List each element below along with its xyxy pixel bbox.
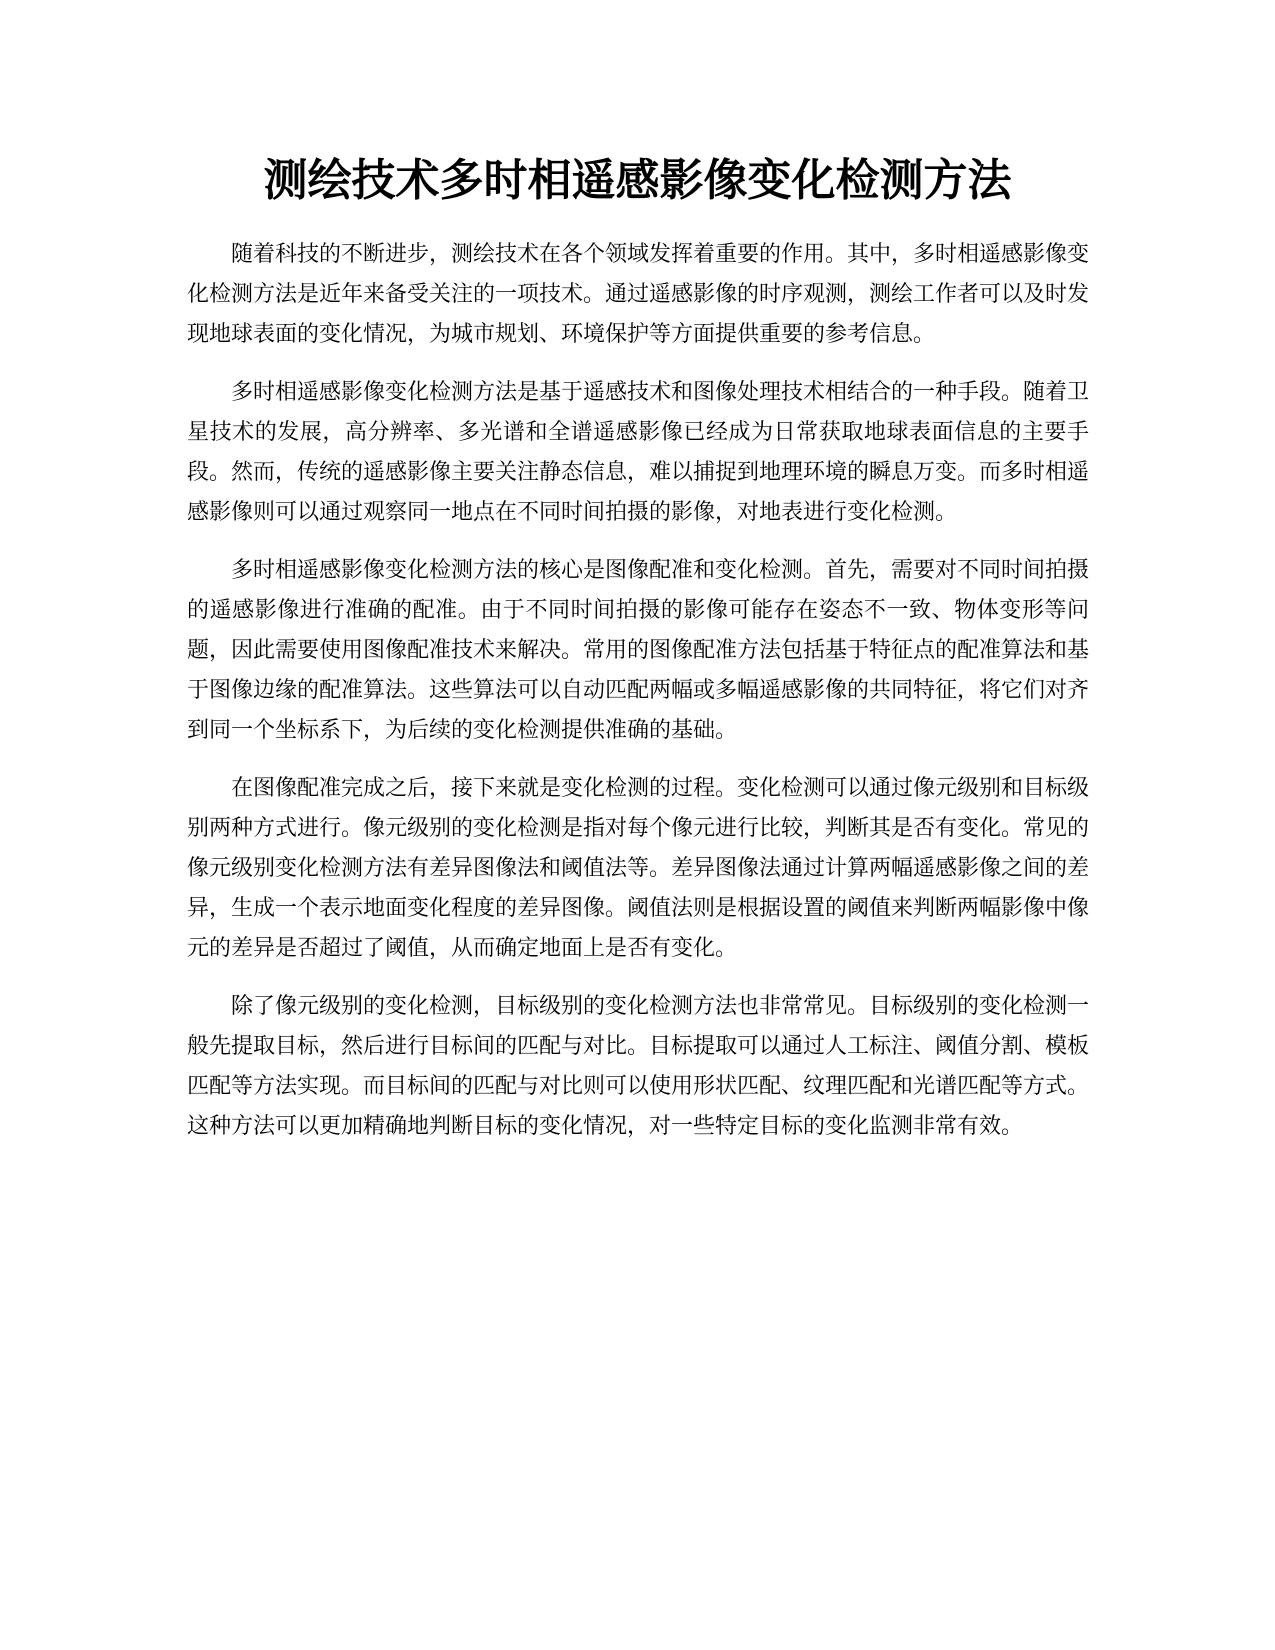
document-title: 测绘技术多时相遥感影像变化检测方法 <box>263 155 1012 206</box>
document-body <box>187 235 1089 1165</box>
paragraph-1: 随着科技的不断进步，测绘技术在各个领域发挥着重要的作用。其中，多时相遥感影像变化检测方法是近年来备受关注的一项技术。通过遥感影像的时序观测，测绘工作者可以及时发现地球表面的变化情况，为城市规划、环境保护等方面提供重要的参考信息。 <box>187 242 1090 347</box>
paragraph-4: 在图像配准完成之后，接下来就是变化检测的过程。变化检测可以通过像元级别和目标级别两种方式进行。像元级别的变化检测是指对每个像元进行比较，判断其是否有变化。常见的像元级别变化检测方法有差异图像法和阈值法等。差异图像法通过计算两幅遥感影像之间的差异，生成一个表示地面变化程度的差异图像。阈值法则是根据设置的阈值来判断两幅影像中像元的差异是否超过了阈值，从而确定地面上是否有变化。 <box>187 776 1090 961</box>
paragraph-3: 多时相遥感影像变化检测方法的核心是图像配准和变化检测。首先，需要对不同时间拍摄的遥感影像进行准确的配准。由于不同时间拍摄的影像可能存在姿态不一致、物体变形等问题，因此需要使用图像配准技术来解决。常用的图像配准方法包括基于特征点的配准算法和基于图像边缘的配准算法。这些算法可以自动匹配两幅或多幅遥感影像的共同特征，将它们对齐到同一个坐标系下，为后续的变化检测提供准确的基础。 <box>187 558 1090 743</box>
paragraph-5: 除了像元级别的变化检测，目标级别的变化检测方法也非常常见。目标级别的变化检测一般先提取目标，然后进行目标间的匹配与对比。目标提取可以通过人工标注、阈值分割、模板匹配等方法实现。而目标间的匹配与对比则可以使用形状匹配、纹理匹配和光谱匹配等方式。这种方法可以更加精确地判断目标的变化情况，对一些特定目标的变化监测非常有效。 <box>187 994 1090 1139</box>
paragraph-2: 多时相遥感影像变化检测方法是基于遥感技术和图像处理技术相结合的一种手段。随着卫星技术的发展，高分辨率、多光谱和全谱遥感影像已经成为日常获取地球表面信息的主要手段。然而，传统的遥感影像主要关注静态信息，难以捕捉到地理环境的瞬息万变。而多时相遥感影像则可以通过观察同一地点在不同时间拍摄的影像，对地表进行变化检测。 <box>187 380 1090 525</box>
